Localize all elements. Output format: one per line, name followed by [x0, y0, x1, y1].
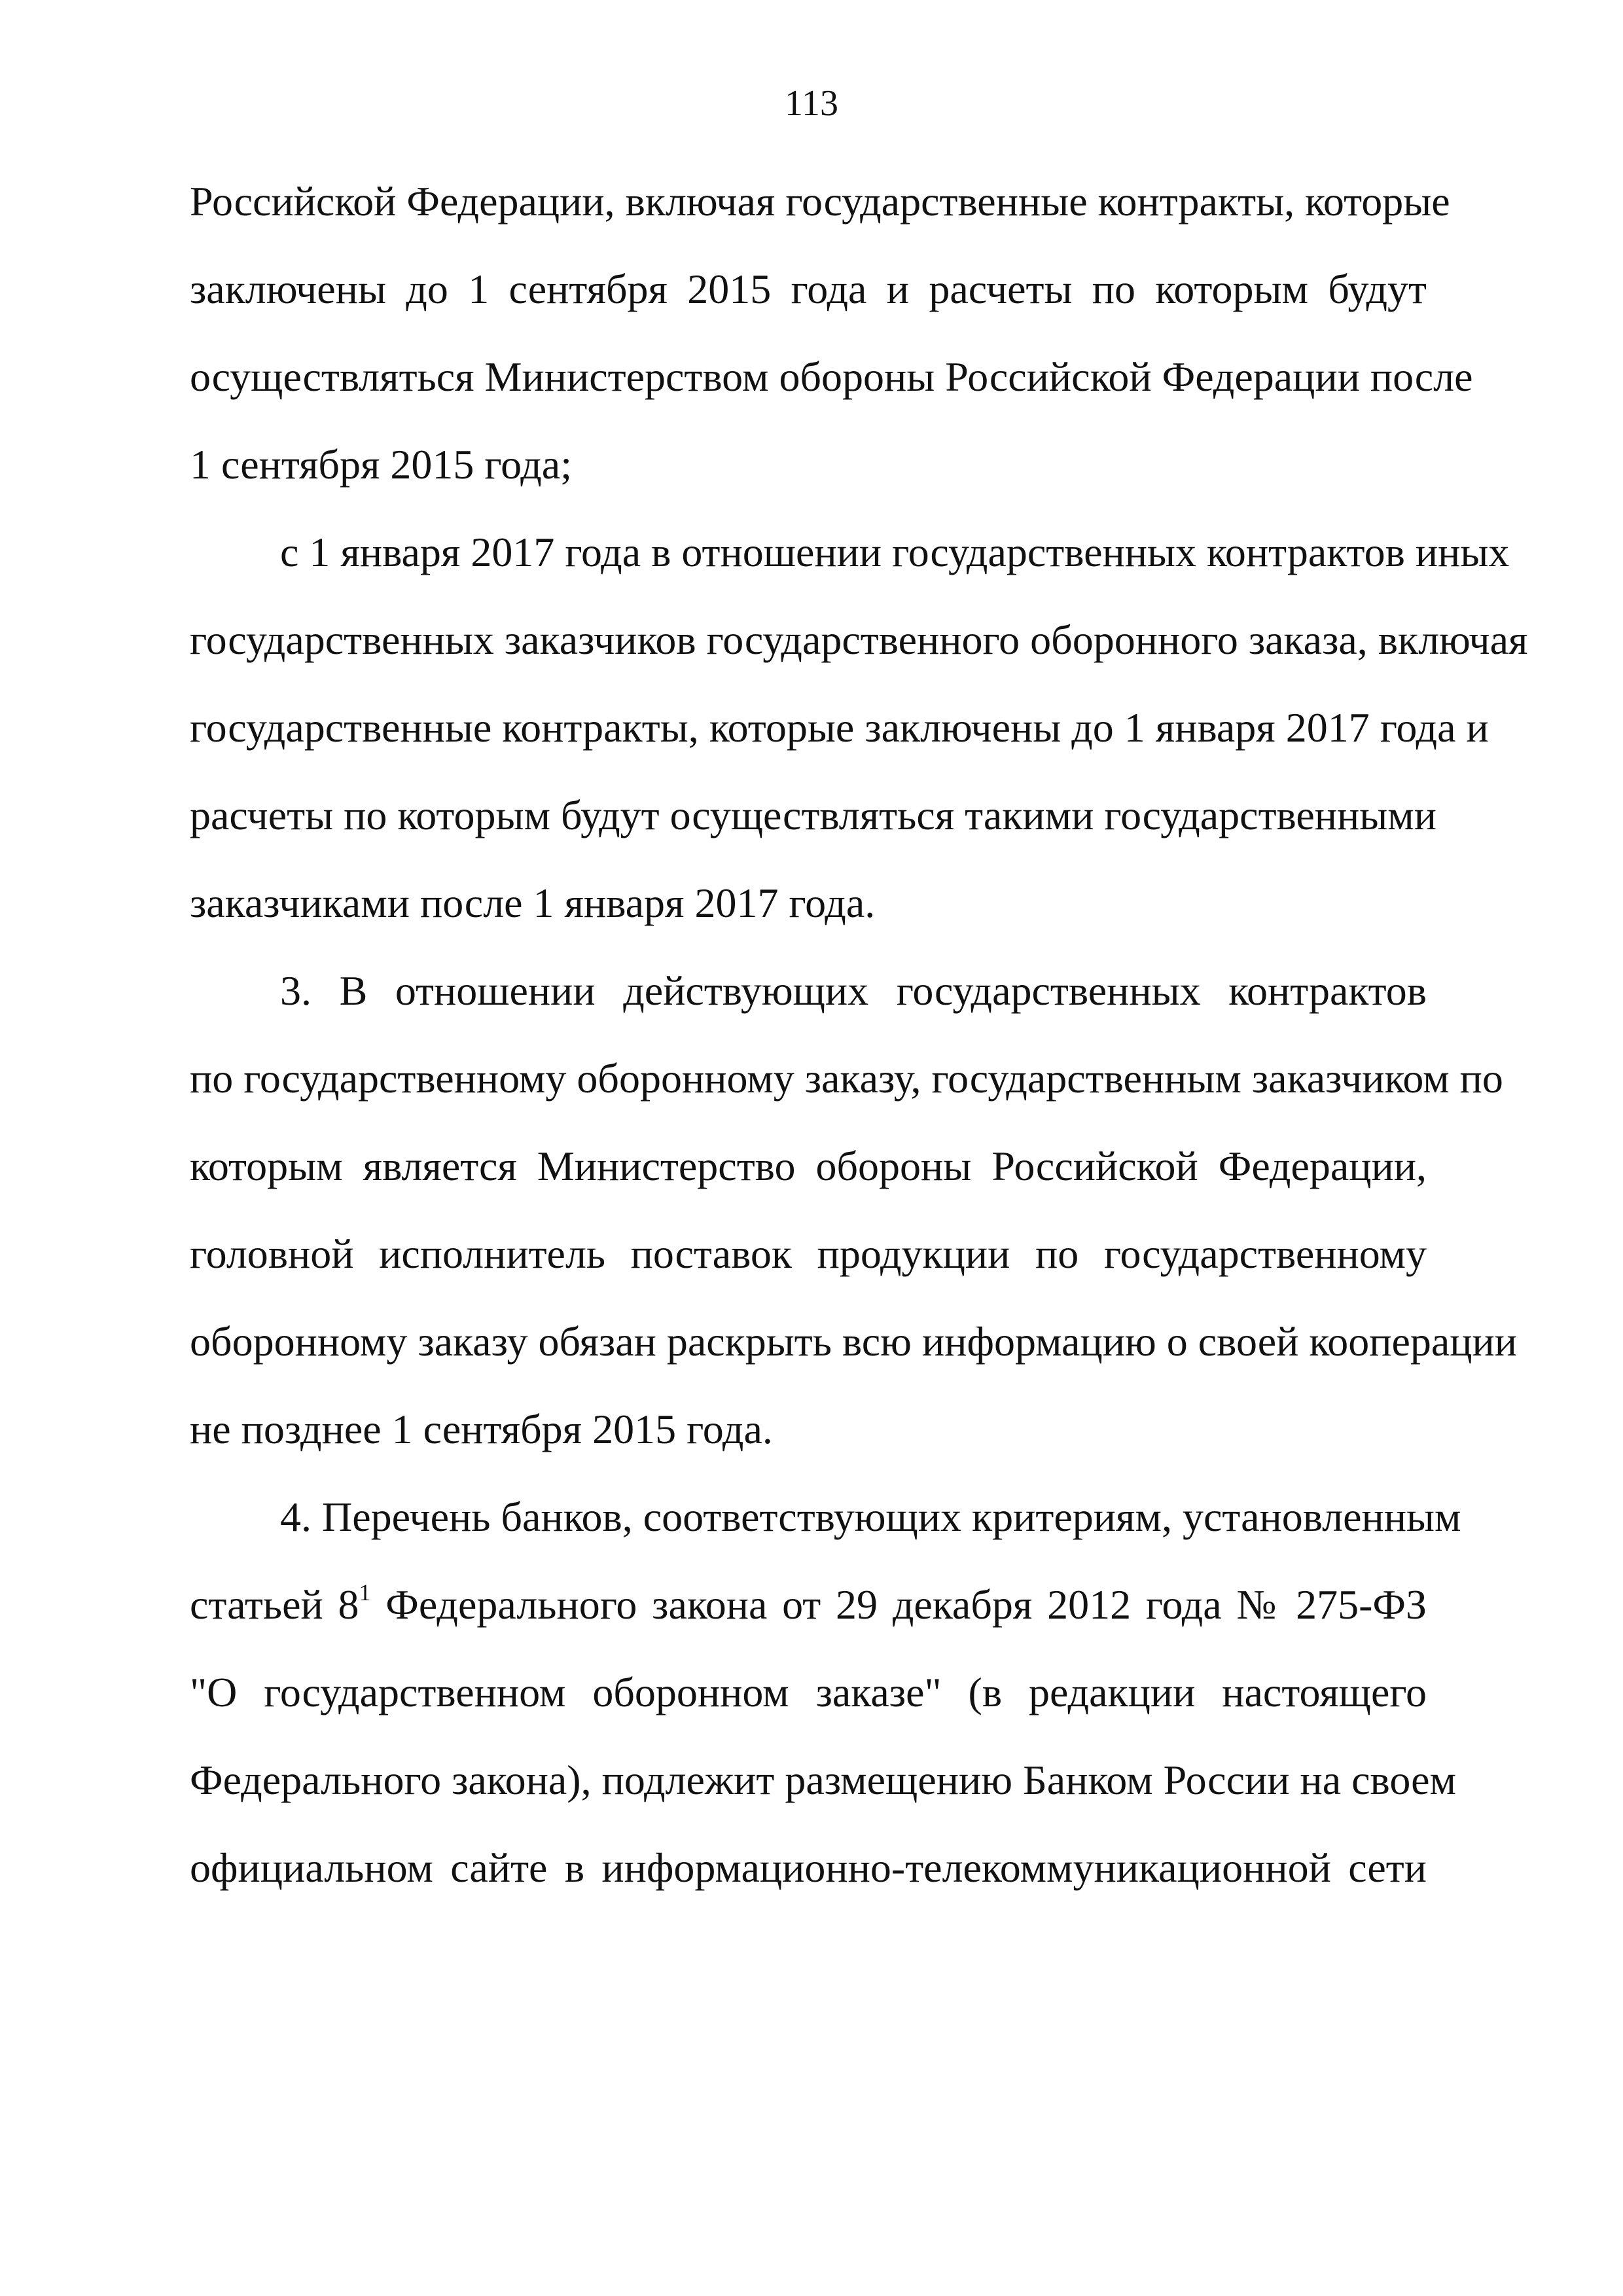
paragraph-2-line-5: заказчиками после 1 января 2017 года.: [190, 880, 876, 926]
page-number: 113: [785, 83, 838, 124]
paragraph-1-line-3: осуществляться Министерством обороны Российской Федерации после: [190, 353, 1473, 400]
paragraph-1-line-4: 1 сентября 2015 года;: [190, 441, 572, 488]
paragraph-2-line-3: государственные контракты, которые заключены до 1 января 2017 года и: [190, 704, 1489, 751]
paragraph-3-line-6: не позднее 1 сентября 2015 года.: [190, 1406, 773, 1452]
paragraph-4-line-3: "О государственном оборонном заказе" (в редакции настоящего: [190, 1669, 1427, 1715]
paragraph-3-line-5: оборонному заказу обязан раскрыть всю информацию о своей кооперации: [190, 1318, 1518, 1365]
paragraph-3-line-3: которым является Министерство обороны Российской Федерации,: [190, 1143, 1427, 1189]
paragraph-1-line-1: Российской Федерации, включая государственные контракты, которые: [190, 178, 1450, 224]
paragraph-4-line-4: Федерального закона), подлежит размещению Банком России на своем: [190, 1757, 1456, 1803]
paragraph-3-line-4: головной исполнитель поставок продукции по государственному: [190, 1230, 1427, 1277]
paragraph-4-line-2: [190, 1572, 1427, 1638]
paragraph-3-line-1: 3. В отношении действующих государственных контрактов: [280, 967, 1427, 1014]
paragraph-1-line-2: заключены до 1 сентября 2015 года и расчеты по которым будут: [190, 266, 1427, 312]
paragraph-2-line-2: государственных заказчиков государственного оборонного заказа, включая: [190, 617, 1528, 663]
paragraph-4-line-2-after: Федерального закона от 29 декабря 2012 года № 275-ФЗ: [370, 1581, 1427, 1628]
paragraph-4-line-2-before: статьей 8: [190, 1581, 359, 1628]
paragraph-2-line-1: с 1 января 2017 года в отношении государственных контрактов иных: [280, 529, 1510, 575]
paragraph-4-line-1: 4. Перечень банков, соответствующих критериям, установленным: [280, 1494, 1461, 1540]
paragraph-3-line-2: по государственному оборонному заказу, государственным заказчиком по: [190, 1055, 1503, 1102]
paragraph-4-line-5: официальном сайте в информационно-телекоммуникационной сети: [190, 1844, 1427, 1891]
paragraph-2-line-4: расчеты по которым будут осуществляться такими государственными: [190, 792, 1437, 838]
article-superscript: 1: [359, 1579, 371, 1605]
